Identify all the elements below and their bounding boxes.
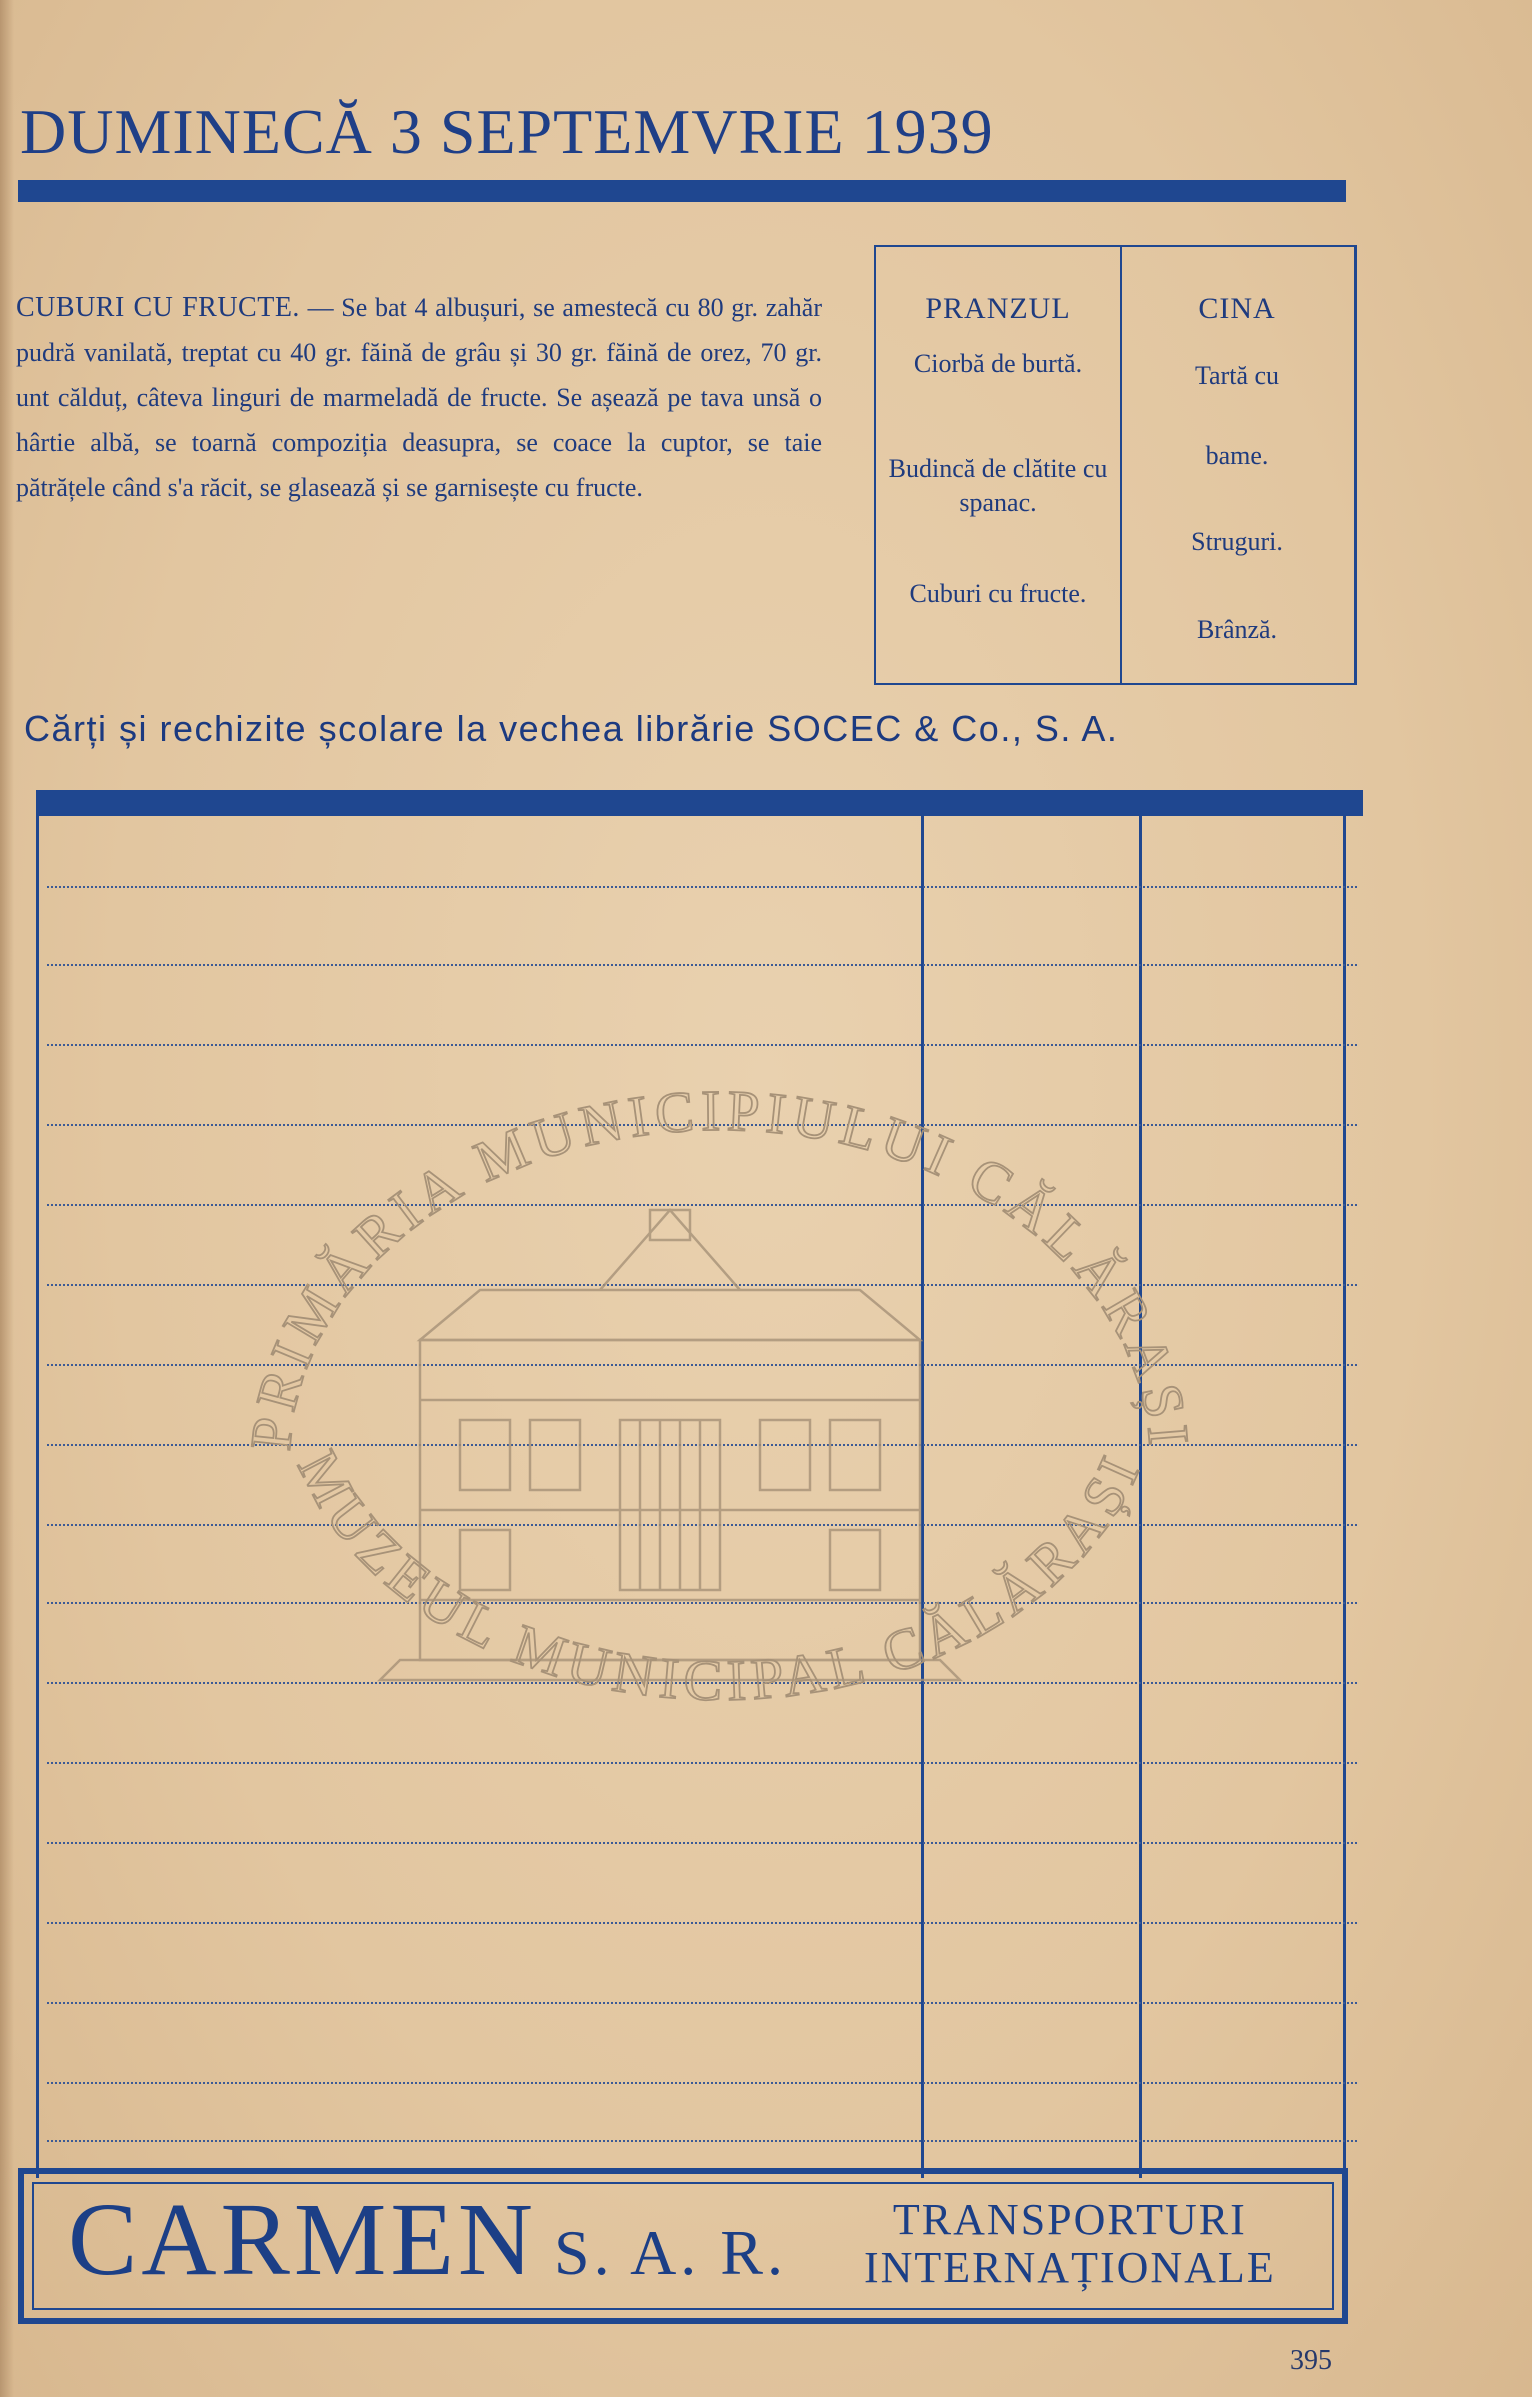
notes-ruled-line bbox=[47, 2140, 1357, 2142]
notes-ruled-line bbox=[47, 2002, 1357, 2004]
page-edge-shadow bbox=[0, 0, 14, 2397]
menu-item-lunch: Ciorbă de burtă. bbox=[913, 349, 1083, 378]
museum-stamp bbox=[220, 1040, 1220, 1800]
carmen-tagline-line2: INTERNAȚIONALE bbox=[864, 2243, 1276, 2292]
page-title: DUMINECĂ 3 SEPTEMVRIE 1939 bbox=[20, 96, 994, 167]
menu-heading-dinner: CINA bbox=[1198, 292, 1276, 325]
menu-item-dinner: bame. bbox=[1205, 441, 1269, 470]
menu-item-dinner: Struguri. bbox=[1191, 527, 1283, 556]
carmen-tagline bbox=[864, 2196, 1276, 2292]
menu-item-dinner: Tartă cu bbox=[1194, 361, 1280, 390]
recipe-heading: CUBURI CU FRUCTE. bbox=[16, 292, 300, 323]
stamp-top-text: PRIMĂRIA MUNICIPIULUI CĂLĂRAȘI bbox=[237, 1077, 1203, 1454]
notes-ruled-line bbox=[47, 964, 1357, 966]
carmen-suffix: S. A. R. bbox=[554, 2217, 787, 2288]
menu-item-dinner: Brânză. bbox=[1196, 615, 1278, 644]
menu-item-lunch: Budincă de clătite cu spanac. bbox=[888, 454, 1108, 517]
bookstore-advert: Cărți și rechizite școlare la vechea librărie SOCEC & Co., S. A. bbox=[24, 708, 1119, 749]
stamp-bottom-text: MUZEUL MUNICIPAL CĂLĂRAȘI bbox=[285, 1440, 1155, 1714]
recipe-text-block bbox=[16, 285, 822, 510]
notes-ruled-line bbox=[47, 886, 1357, 888]
title-rule bbox=[18, 180, 1346, 202]
recipe-body: — Se bat 4 albușuri, se amestecă cu 80 gr. zahăr pudră vanilată, treptat cu 40 gr. făină de grâu și 30 gr. făină de orez, 70 gr. unt călduț, câteva linguri de marmeladă de fructe. Se așează pe tava unsă o hârtie albă, se toarnă compoziția deasupra, se coace la cuptor, se taie pătrățele când s'a răcit, se glasează și se garnisește cu fructe. bbox=[16, 293, 822, 502]
menu-column-lunch bbox=[876, 247, 1122, 683]
notes-column-divider bbox=[1343, 816, 1346, 2178]
menu-table bbox=[874, 245, 1357, 685]
menu-column-dinner bbox=[1122, 247, 1352, 683]
menu-item-lunch: Cuburi cu fructe. bbox=[909, 579, 1087, 608]
notes-ruled-line bbox=[47, 1922, 1357, 1924]
notes-ruled-line bbox=[47, 1842, 1357, 1844]
carmen-tagline-line1: TRANSPORTURI bbox=[892, 2195, 1247, 2244]
carmen-brand: CARMEN bbox=[68, 2182, 537, 2297]
menu-heading-lunch: PRANZUL bbox=[925, 292, 1071, 325]
page-number: 395 bbox=[1290, 2345, 1332, 2376]
notes-ruled-line bbox=[47, 2082, 1357, 2084]
carmen-advert bbox=[18, 2168, 1348, 2324]
